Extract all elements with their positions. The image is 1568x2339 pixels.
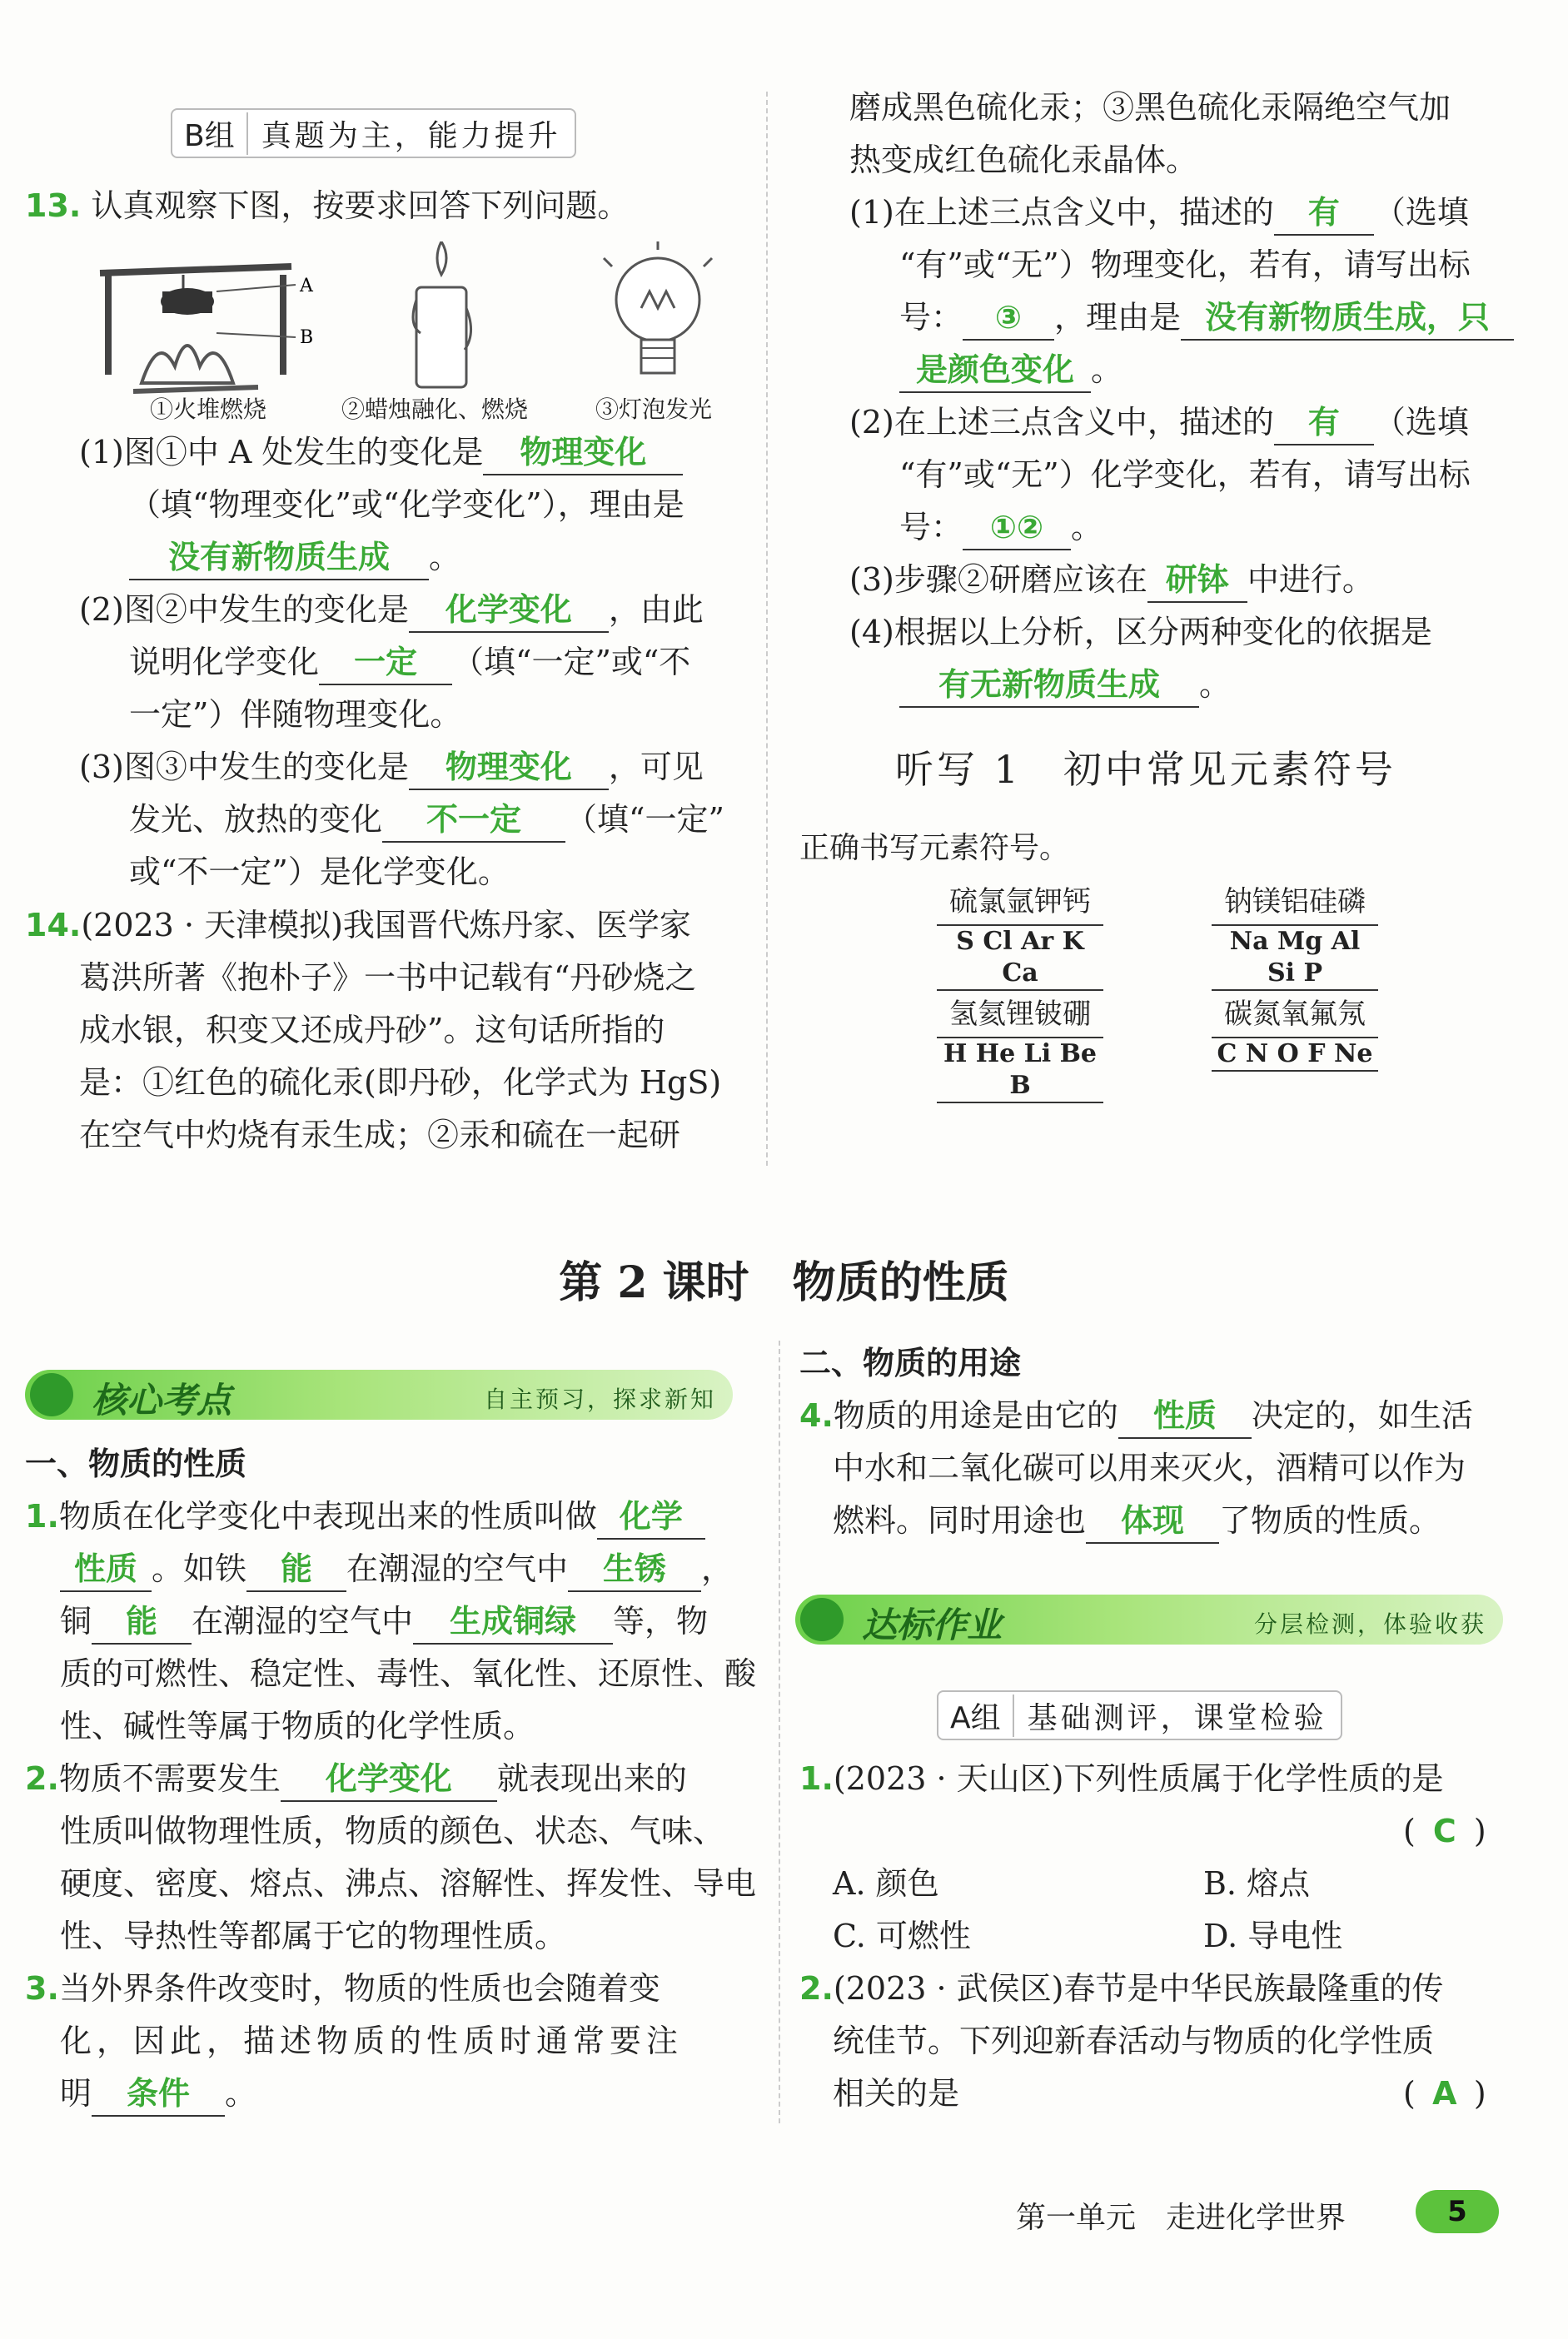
dictation-title: 听写 1 初中常见元素符号 — [895, 747, 1396, 792]
group-a-tag: A组 — [938, 1695, 1014, 1737]
lb-q1-line1: 1.物质在化学变化中表现出来的性质叫做 化学 — [25, 1490, 705, 1542]
s4-line1: (4)根据以上分析，区分两种变化的依据是 — [849, 614, 1432, 650]
lb-q2-line2: 性质叫做物理性质，物质的颜色、状态、气味、 — [60, 1813, 725, 1849]
group-a-text: 基础测评，课堂检验 — [1027, 1700, 1327, 1735]
m2-line2: 统佳节。下列迎新春活动与物质的化学性质 — [833, 2023, 1435, 2059]
fig-label-1: ①火堆燃烧 — [150, 396, 267, 423]
lb-q3-line1: 3.当外界条件改变时，物质的性质也会随着变 — [25, 1970, 660, 2007]
q13-p1-line1: (1)图①中 A 处发生的变化是 物理变化 — [79, 426, 683, 478]
lb-q1-line3: 铜 能 在潮湿的空气中 生成铜绿 等，物 — [60, 1595, 708, 1647]
column-divider-bottom — [779, 1341, 780, 2123]
column-divider-top — [766, 92, 768, 1166]
lb-q2-line3: 硬度、密度、熔点、沸点、溶解性、挥发性、导电 — [60, 1865, 757, 1902]
heading-properties: 一、物质的性质 — [25, 1446, 247, 1482]
q13-p2-line3: 一定”）伴随物理变化。 — [129, 696, 462, 733]
lb-q2-line1: 2.物质不需要发生 化学变化 就表现出来的 — [25, 1753, 687, 1804]
core-points-banner — [25, 1370, 733, 1420]
q13-stem: 13. 认真观察下图，按要求回答下列问题。 — [25, 187, 630, 224]
candle-figure — [413, 241, 471, 387]
symbol-group-1: 硫氯氩钾钙 S Cl Ar K Ca — [937, 878, 1103, 991]
s1-line3: 号： ③ ，理由是 没有新物质生成，只 — [899, 291, 1514, 343]
s2-line1: (2)在上述三点含义中，描述的 有 （选填 — [849, 396, 1469, 448]
q14-line3: 成水银，积变又还成丹砂”。这句话所指的 — [79, 1012, 665, 1048]
lb-q2-line4: 性、导热性等都属于它的物理性质。 — [60, 1918, 567, 1954]
q13-p1-line2: （填“物理变化”或“化学变化”），理由是 — [129, 486, 684, 523]
m1-option-d: D. 导电性 — [1203, 1918, 1343, 1954]
rb-q4-line2: 中水和二氧化碳可以用来灭火，酒精可以作为 — [833, 1450, 1466, 1486]
lb-q1-line2: 性质 。如铁 能 在潮湿的空气中 生锈 ， — [60, 1543, 733, 1595]
banner-subtitle: 分层检测，体验收获 — [1253, 1610, 1486, 1638]
rt-line1: 磨成黑色硫化汞；③黑色硫化汞隔绝空气加 — [849, 89, 1451, 126]
heart-icon — [30, 1373, 73, 1416]
symbol-group-4: 碳氮氧氟氖 C N O F Ne — [1212, 991, 1378, 1072]
q13-p3-line3: 或“不一定”）是化学变化。 — [129, 853, 510, 890]
s4-line2: 有无新物质生成 。 — [899, 659, 1231, 710]
s2-line3: 号： ①② 。 — [899, 501, 1103, 553]
s2-line2: “有”或“无”）化学变化，若有，请写出标 — [899, 456, 1471, 493]
heading-uses: 二、物质的用途 — [799, 1345, 1022, 1381]
q13-p1-line3: 没有新物质生成 。 — [129, 531, 460, 583]
svg-text:A: A — [300, 276, 313, 296]
rt-line2: 热变成红色硫化汞晶体。 — [849, 142, 1198, 178]
symbol-group-3: 氢氦锂铍硼 H He Li Be B — [937, 991, 1103, 1103]
homework-banner — [795, 1595, 1503, 1645]
svg-text:B: B — [300, 327, 314, 348]
rb-q4-line1: 4.物质的用途是由它的 性质 决定的，如生活 — [799, 1390, 1473, 1441]
q14-line4: 是：①红色的硫化汞(即丹砂，化学式为 HgS) — [79, 1064, 722, 1101]
s1-line2: “有”或“无”）物理变化，若有，请写出标 — [899, 246, 1471, 283]
s1-line1: (1)在上述三点含义中，描述的 有 （选填 — [849, 187, 1469, 238]
q13-p2-line2: 说明化学变化 一定 （填“一定”或“不 — [129, 636, 690, 688]
m1-option-c: C. 可燃性 — [833, 1918, 971, 1954]
q13-p3-line2: 发光、放热的变化 不一定 （填“一定” — [129, 794, 724, 845]
dictation-instruction: 正确书写元素符号。 — [799, 831, 1070, 865]
m1-stem: 1.(2023 · 天山区)下列性质属于化学性质的是 — [799, 1760, 1444, 1797]
m2-line3: 相关的是 ( A ) — [833, 2075, 1486, 2112]
q13-p2-line1: (2)图②中发生的变化是 化学变化 ，由此 — [79, 584, 704, 635]
q14-line1: 14.(2023 · 天津模拟)我国晋代炼丹家、医学家 — [25, 907, 691, 943]
campfire-figure — [100, 266, 314, 391]
q13-p3-line1: (3)图③中发生的变化是 物理变化 ，可见 — [79, 741, 704, 793]
lb-q3-line3: 明 条件 。 — [60, 2068, 256, 2119]
rb-q4-line3: 燃料。同时用途也 体现 了物质的性质。 — [833, 1495, 1441, 1546]
banner-title: 核心考点 — [92, 1380, 232, 1421]
symbol-group-2: 钠镁铝硅磷 Na Mg Al Si P — [1212, 878, 1378, 991]
m1-answer: ( C ) — [1403, 1813, 1486, 1849]
m2-line1: 2.(2023 · 武侯区)春节是中华民族最隆重的传 — [799, 1970, 1444, 2007]
page-number: 5 — [1416, 2190, 1499, 2233]
s1-line4: 是颜色变化 。 — [899, 344, 1122, 396]
banner-subtitle: 自主预习，探求新知 — [483, 1386, 716, 1413]
group-b-tag: B组 — [172, 112, 248, 155]
banner-title: 达标作业 — [862, 1605, 1003, 1645]
lb-q3-line2: 化，因此，描述物质的性质时通常要注 — [60, 2023, 684, 2059]
group-b-text: 真题为主，能力提升 — [261, 118, 561, 153]
fig-label-3: ③灯泡发光 — [595, 396, 713, 423]
q14-line2: 葛洪所著《抱朴子》一书中记载有“丹砂烧之 — [79, 959, 697, 996]
q14-line5: 在空气中灼烧有汞生成；②汞和硫在一起研 — [79, 1117, 681, 1153]
fig-label-2: ②蜡烛融化、燃烧 — [341, 396, 529, 423]
group-b-box — [171, 108, 576, 158]
lb-q1-line5: 性、碱性等属于物质的化学性质。 — [60, 1708, 535, 1744]
group-a-box — [937, 1690, 1342, 1740]
m1-option-b: B. 熔点 — [1203, 1865, 1311, 1902]
lb-q1-line4: 质的可燃性、稳定性、毒性、氧化性、还原性、酸 — [60, 1655, 757, 1692]
section-title: 第 2 课时 物质的性质 — [559, 1257, 1009, 1308]
s3-line: (3)步骤②研磨应该在 研钵 中进行。 — [849, 554, 1374, 605]
lightbulb-figure — [604, 241, 712, 373]
pencil-icon — [800, 1598, 844, 1641]
footer-unit: 第一单元 走进化学世界 — [1016, 2201, 1346, 2235]
m1-option-a: A. 颜色 — [833, 1865, 939, 1902]
